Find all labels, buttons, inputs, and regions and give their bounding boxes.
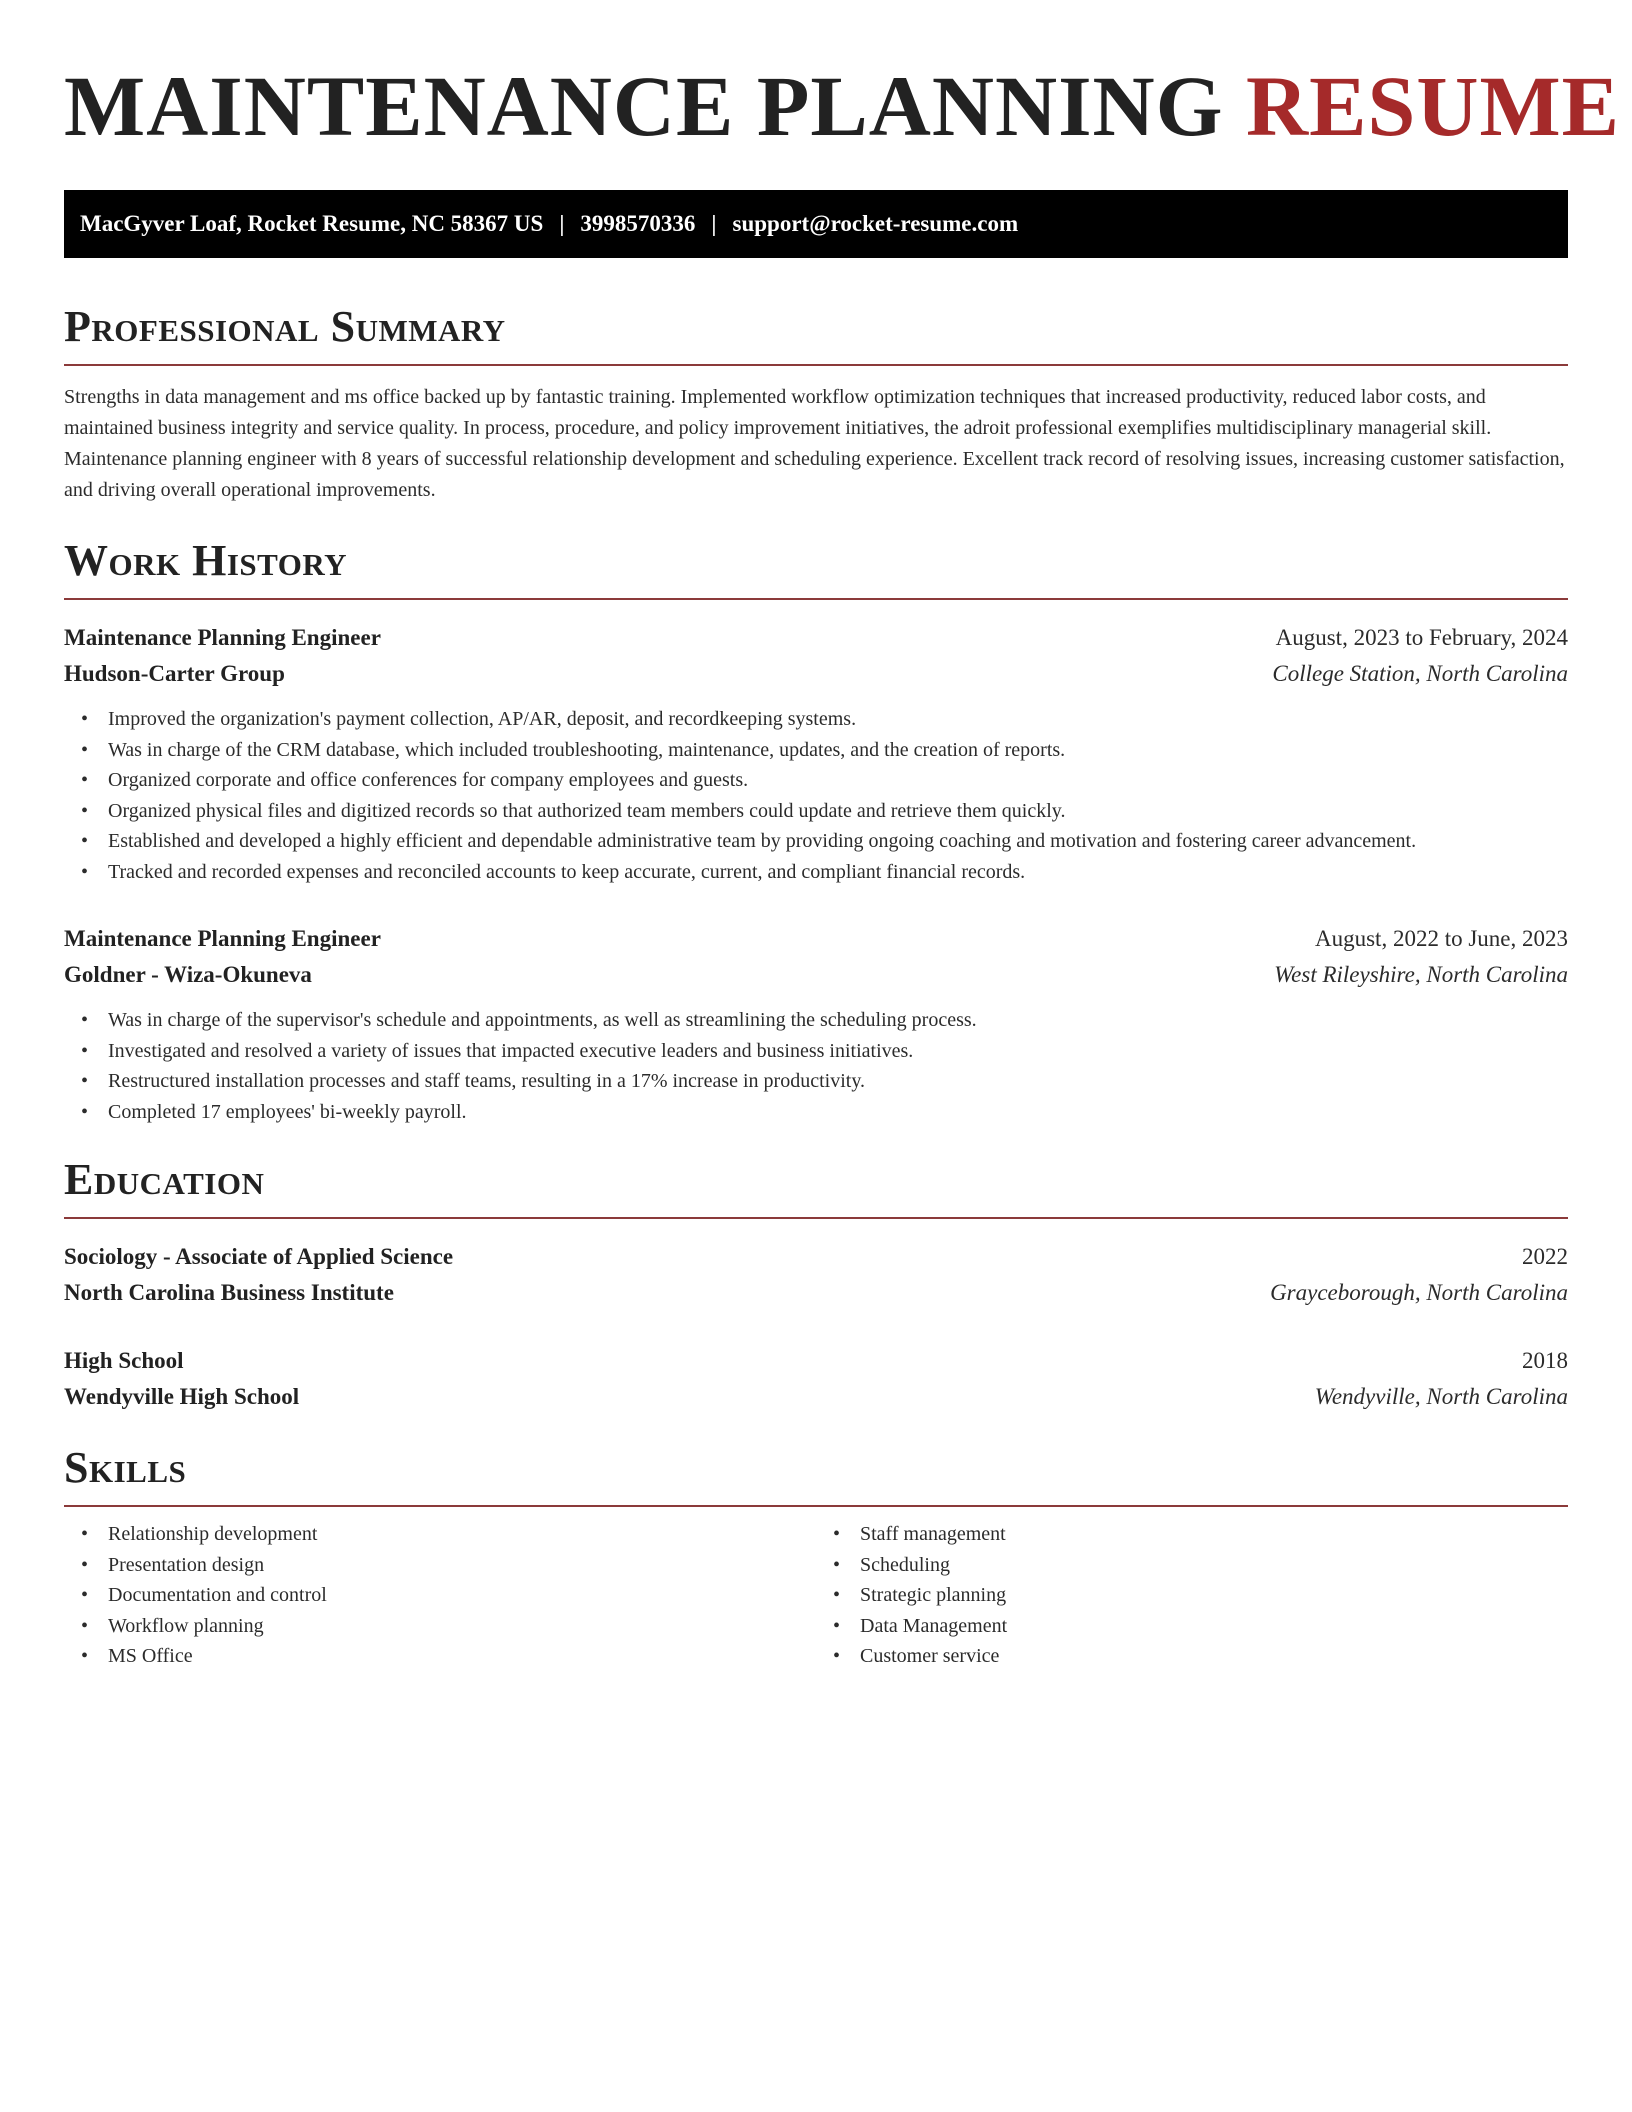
- education-degree-row: [64, 1239, 1568, 1275]
- job-company-row: [64, 656, 1568, 692]
- section-divider: [64, 598, 1568, 600]
- resume-title: [64, 56, 1620, 156]
- skill-item: • Data Management: [860, 1611, 1568, 1642]
- education-degree: Sociology - Associate of Applied Science: [64, 1244, 454, 1269]
- job-bullet: • Investigated and resolved a variety of issues that impacted executive leaders and business initiatives.: [108, 1036, 1568, 1067]
- education-school-row: [64, 1379, 1568, 1415]
- skills-section: [64, 1443, 1568, 1672]
- skills-column-left: [64, 1519, 816, 1672]
- skill-item: • Scheduling: [860, 1550, 1568, 1581]
- contact-phone: 3998570336: [580, 211, 696, 236]
- skills-list: [816, 1519, 1568, 1672]
- contact-separator: |: [559, 211, 565, 236]
- education-year: 2018: [1522, 1348, 1568, 1373]
- job-title: Maintenance Planning Engineer: [64, 926, 381, 951]
- education-location: Grayceborough, North Carolina: [1270, 1280, 1568, 1305]
- job-dates: August, 2022 to June, 2023: [1315, 926, 1568, 951]
- job-location: College Station, North Carolina: [1272, 661, 1568, 686]
- skill-item: • Customer service: [860, 1641, 1568, 1672]
- summary-heading: Professional Summary: [64, 302, 506, 351]
- section-divider: [64, 1217, 1568, 1219]
- education-school: North Carolina Business Institute: [64, 1280, 394, 1305]
- job-bullet: • Organized corporate and office conferences for company employees and guests.: [108, 765, 1568, 796]
- contact-email: support@rocket-resume.com: [732, 211, 1019, 236]
- skills-column-right: [816, 1519, 1568, 1672]
- job-dates: August, 2023 to February, 2024: [1275, 625, 1568, 650]
- job-bullet: • Was in charge of the CRM database, which included troubleshooting, maintenance, updates, and the creation of reports.: [108, 735, 1568, 766]
- job-bullets: [64, 704, 1568, 887]
- title-accent: RESUME: [1246, 58, 1620, 154]
- skill-item: • Presentation design: [108, 1550, 816, 1581]
- job-bullet: • Established and developed a highly efficient and dependable administrative team by providing ongoing coaching and motivation and fostering career advancement.: [108, 826, 1568, 857]
- skills-heading: Skills: [64, 1443, 187, 1492]
- skill-item: • Staff management: [860, 1519, 1568, 1550]
- job-bullet: • Improved the organization's payment collection, AP/AR, deposit, and recordkeeping systems.: [108, 704, 1568, 735]
- skills-grid: [64, 1519, 1568, 1672]
- education-school: Wendyville High School: [64, 1384, 300, 1409]
- skill-item: • Workflow planning: [108, 1611, 816, 1642]
- section-divider: [64, 364, 1568, 366]
- education-entry: [64, 1343, 1568, 1415]
- job-header-row: [64, 620, 1568, 656]
- job-company-row: [64, 957, 1568, 993]
- contact-bar: [64, 190, 1568, 258]
- summary-text: Strengths in data management and ms office backed up by fantastic training. Implemented workflow optimization techniques that increased productivity, reduced labor costs, and maintained business integrity and service quality. In process, procedure, and policy improvement initiatives, the adroit professional exemplifies multidisciplinary managerial skill. Maintenance planning engineer with 8 years of successful relationship development and scheduling experience. Excellent track record of resolving issues, increasing customer satisfaction, and driving overall operational improvements.: [64, 386, 1565, 501]
- job-company: Hudson-Carter Group: [64, 661, 285, 686]
- education-location: Wendyville, North Carolina: [1314, 1384, 1568, 1409]
- job-bullet: • Organized physical files and digitized records so that authorized team members could update and retrieve them quickly.: [108, 796, 1568, 827]
- title-main: MAINTENANCE PLANNING: [64, 58, 1224, 154]
- job-company: Goldner - Wiza-Okuneva: [64, 962, 312, 987]
- work-history-section: [64, 536, 1568, 1127]
- summary-section: [64, 302, 1568, 506]
- education-section: [64, 1155, 1568, 1415]
- work-history-heading: Work History: [64, 536, 348, 585]
- job-bullets: [64, 1005, 1568, 1127]
- education-year: 2022: [1522, 1244, 1568, 1269]
- skill-item: • MS Office: [108, 1641, 816, 1672]
- education-degree-row: [64, 1343, 1568, 1379]
- job-header-row: [64, 921, 1568, 957]
- job-location: West Rileyshire, North Carolina: [1274, 962, 1568, 987]
- contact-separator: |: [711, 211, 717, 236]
- education-school-row: [64, 1275, 1568, 1311]
- education-heading: Education: [64, 1155, 265, 1204]
- job-entry: [64, 921, 1568, 1127]
- job-entry: [64, 620, 1568, 887]
- education-degree: High School: [64, 1348, 184, 1373]
- job-bullet: • Restructured installation processes and staff teams, resulting in a 17% increase in productivity.: [108, 1066, 1568, 1097]
- contact-address: MacGyver Loaf, Rocket Resume, NC 58367 US: [80, 211, 544, 236]
- section-divider: [64, 1505, 1568, 1507]
- skill-item: • Documentation and control: [108, 1580, 816, 1611]
- skill-item: • Strategic planning: [860, 1580, 1568, 1611]
- skills-list: [64, 1519, 816, 1672]
- education-entry: [64, 1239, 1568, 1311]
- job-title: Maintenance Planning Engineer: [64, 625, 381, 650]
- skill-item: • Relationship development: [108, 1519, 816, 1550]
- job-bullet: • Completed 17 employees' bi-weekly payroll.: [108, 1097, 1568, 1128]
- job-bullet: • Tracked and recorded expenses and reconciled accounts to keep accurate, current, and compliant financial records.: [108, 857, 1568, 888]
- job-bullet: • Was in charge of the supervisor's schedule and appointments, as well as streamlining the scheduling process.: [108, 1005, 1568, 1036]
